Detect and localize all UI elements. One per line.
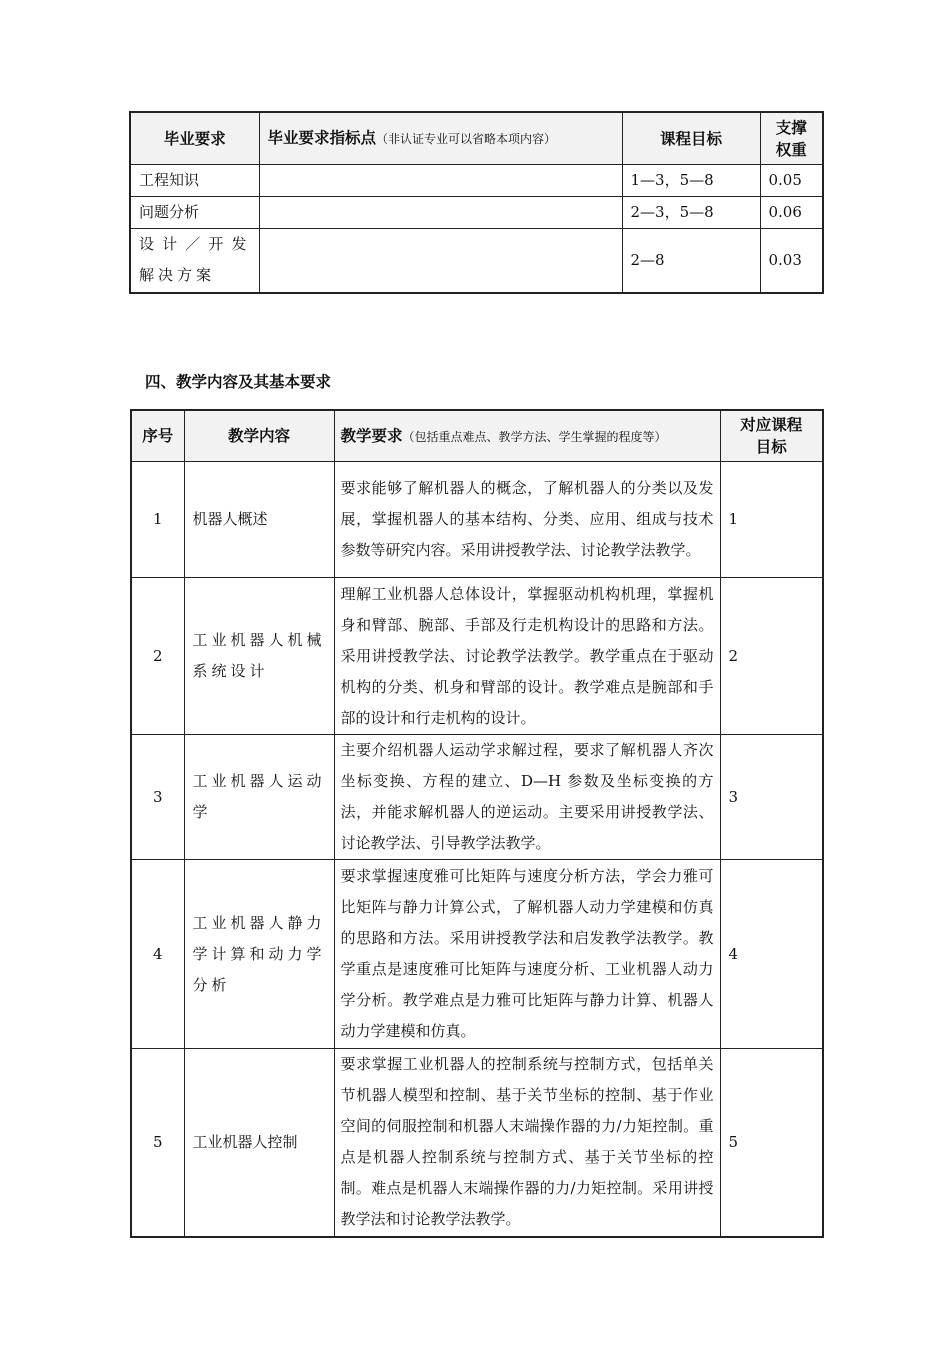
cell-goal: 4: [720, 860, 823, 1049]
header-goal-line2: 目标: [755, 437, 787, 456]
cell-course-goal: 2—8: [622, 229, 760, 293]
cell-content: 机器人概述: [184, 462, 334, 578]
header-weight-line1: 支撑: [775, 117, 807, 137]
table-row: [131, 462, 823, 578]
cell-no: 2: [131, 578, 184, 735]
header-goal: [720, 410, 823, 462]
cell-requirement: 要求能够了解机器人的概念，了解机器人的分类以及发展，掌握机器人的基本结构、分类、应用、组成与技术参数等研究内容。采用讲授教学法、讨论教学法教学。: [334, 462, 720, 578]
table-row: [131, 735, 823, 860]
table-row: [130, 165, 823, 197]
teaching-content-table: [130, 409, 824, 1238]
table-row: [131, 1049, 823, 1237]
cell-goal: 3: [720, 735, 823, 860]
table-row: [131, 860, 823, 1049]
cell-content: 工业机器人静力学计算和动力学分析: [184, 860, 334, 1049]
header-content: 教学内容: [184, 410, 334, 462]
cell-grad-req: 问题分析: [130, 197, 259, 229]
cell-course-goal: 2—3，5—8: [622, 197, 760, 229]
header-grad-req: 毕业要求: [130, 112, 259, 165]
cell-requirement: 要求掌握速度雅可比矩阵与速度分析方法，学会力雅可比矩阵与静力计算公式，了解机器人动力学建模和仿真的思路和方法。采用讲授教学法和启发教学法教学。教学重点是速度雅可比矩阵与速度分析、工业机器人动力学分析。教学难点是力雅可比矩阵与静力计算、机器人动力学建模和仿真。: [334, 860, 720, 1049]
cell-grad-req: 设计／开发解决方案: [130, 229, 259, 293]
cell-no: 3: [131, 735, 184, 860]
cell-no: 4: [131, 860, 184, 1049]
header-indicator-main: 毕业要求指标点: [267, 128, 377, 147]
table-row: [130, 229, 823, 293]
cell-requirement: 主要介绍机器人运动学求解过程，要求了解机器人齐次坐标变换、方程的建立、D—H 参数及坐标变换的方法，并能求解机器人的逆运动。主要采用讲授教学法、讨论教学法、引导教学法教学。: [334, 735, 720, 860]
cell-weight: 0.05: [760, 165, 823, 197]
cell-content: 工业机器人控制: [184, 1049, 334, 1237]
cell-goal: 2: [720, 578, 823, 735]
header-weight-line2: 权重: [775, 139, 807, 159]
table-header-row: [131, 410, 823, 462]
header-weight: [760, 112, 823, 165]
cell-goal: 5: [720, 1049, 823, 1237]
cell-no: 1: [131, 462, 184, 578]
table-row: [130, 197, 823, 229]
header-no: 序号: [131, 410, 184, 462]
cell-indicator: [259, 165, 622, 197]
header-requirement-main: 教学要求: [340, 425, 403, 445]
header-goal-line1: 对应课程: [740, 415, 803, 434]
header-course-goal: 课程目标: [622, 112, 760, 165]
cell-content: 工业机器人机械系统设计: [184, 578, 334, 735]
cell-indicator: [259, 197, 622, 229]
cell-indicator: [259, 229, 622, 293]
table-row: [131, 578, 823, 735]
graduation-requirements-table: [129, 111, 824, 294]
table-header-row: [130, 112, 823, 165]
cell-grad-req: 工程知识: [130, 165, 259, 197]
cell-requirement: 要求掌握工业机器人的控制系统与控制方式，包括单关节机器人模型和控制、基于关节坐标的控制、基于作业空间的伺服控制和机器人末端操作器的力/力矩控制。重点是机器人控制系统与控制方式、基于关节坐标的控制。难点是机器人末端操作器的力/力矩控制。采用讲授教学法和讨论教学法教学。: [334, 1049, 720, 1237]
header-requirement-note: （包括重点难点、教学方法、学生掌握的程度等）: [402, 429, 667, 444]
cell-weight: 0.06: [760, 197, 823, 229]
cell-goal: 1: [720, 462, 823, 578]
cell-requirement: 理解工业机器人总体设计，掌握驱动机构机理，掌握机身和臂部、腕部、手部及行走机构设计的思路和方法。采用讲授教学法、讨论教学法教学。教学重点在于驱动机构的分类、机身和臂部的设计。教学难点是腕部和手部的设计和行走机构的设计。: [334, 578, 720, 735]
section-heading: 四、教学内容及其基本要求: [145, 373, 332, 391]
cell-weight: 0.03: [760, 229, 823, 293]
header-indicator-note: （非认证专业可以省略本项内容）: [376, 132, 557, 146]
cell-no: 5: [131, 1049, 184, 1237]
cell-content: 工业机器人运动学: [184, 735, 334, 860]
header-indicator: [259, 112, 622, 165]
header-requirement: [334, 410, 720, 462]
cell-course-goal: 1—3，5—8: [622, 165, 760, 197]
